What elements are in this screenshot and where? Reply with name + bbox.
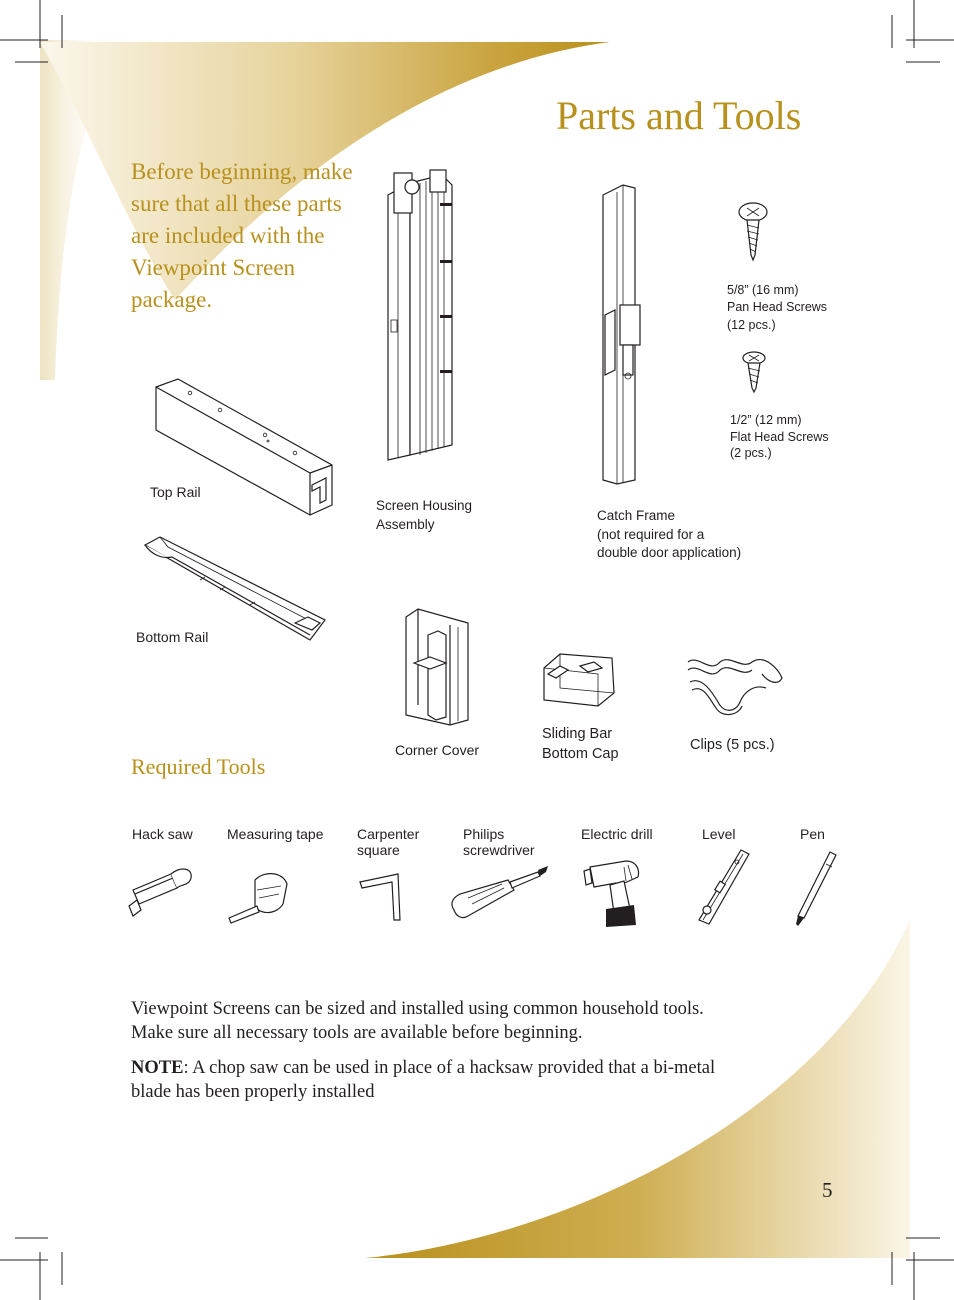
catch-frame-illustration: [595, 180, 655, 490]
pen-icon: [790, 850, 840, 930]
flat-head-screw-icon: [740, 350, 770, 395]
corner-cover-illustration: [402, 605, 472, 725]
clips-illustration: [682, 652, 792, 717]
hack-saw-icon: [125, 860, 200, 920]
hack-saw-label: Hack saw: [132, 826, 193, 842]
top-rail-label: Top Rail: [150, 484, 201, 500]
required-tools-heading: Required Tools: [131, 754, 266, 779]
body-paragraph: Viewpoint Screens can be sized and installed using common household tools. Make sure all necessary tools are available before beginning.: [131, 999, 704, 1043]
bottom-rail-illustration: [140, 525, 340, 645]
carpenter-square-label: Carpenter square: [357, 826, 420, 858]
bottom-rail-label: Bottom Rail: [136, 629, 209, 645]
pan-head-screw-icon: [735, 200, 775, 260]
page-title: Parts and Tools: [556, 93, 802, 138]
note-paragraph: [131, 1056, 731, 1104]
flat-head-screw-label: 1/2” (12 mm) Flat Head Screws (2 pcs.): [730, 413, 829, 460]
intro-text: Before beginning, make sure that all these parts are included with the Viewpoint Screen package.: [131, 159, 353, 312]
electric-drill-icon: [580, 855, 650, 930]
level-label: Level: [702, 826, 736, 842]
screwdriver-icon: [448, 864, 558, 924]
sliding-bar-cap-illustration: [540, 648, 620, 708]
screen-housing-illustration: [380, 165, 460, 465]
measuring-tape-icon: [225, 868, 295, 923]
page-number: 5: [822, 1178, 833, 1202]
catch-frame-label: Catch Frame (not required for a double door application): [597, 508, 742, 560]
clips-label: Clips (5 pcs.): [690, 737, 775, 753]
note-text: : A chop saw can be used in place of a hacksaw provided that a bi-metal blade has been properly installed: [131, 1058, 716, 1102]
pen-label: Pen: [800, 826, 825, 842]
measuring-tape-label: Measuring tape: [227, 826, 324, 842]
note-label: NOTE: [131, 1058, 184, 1078]
electric-drill-label: Electric drill: [581, 826, 653, 842]
sliding-bar-cap-label: Sliding Bar Bottom Cap: [542, 726, 619, 762]
carpenter-square-icon: [358, 870, 408, 925]
philips-screwdriver-label: Philips screwdriver: [463, 826, 535, 858]
corner-cover-label: Corner Cover: [395, 742, 480, 758]
pan-head-screw-label: 5/8” (16 mm) Pan Head Screws (12 pcs.): [727, 283, 828, 332]
level-icon: [693, 848, 753, 928]
top-rail-illustration: [150, 375, 350, 535]
screen-housing-label: Screen Housing Assembly: [376, 498, 473, 532]
